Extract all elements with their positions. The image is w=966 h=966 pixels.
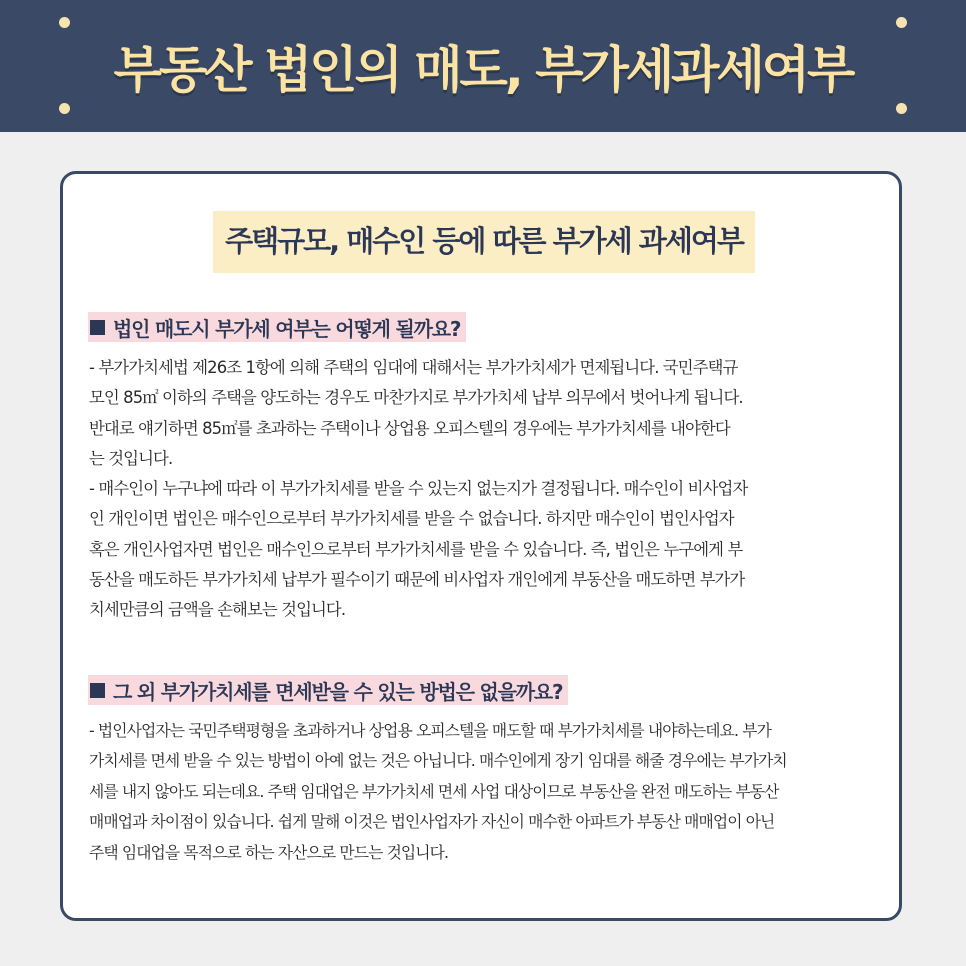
body-line: - 매수인이 누구냐에 따라 이 부가가치세를 받을 수 있는지 없는지가 결정됩니다. 매수인이 비사업자 xyxy=(89,479,748,499)
content-card xyxy=(60,171,902,921)
header-banner xyxy=(0,0,966,132)
body-line: 혹은 개인사업자면 법인은 매수인으로부터 부가가치세를 받을 수 있습니다. 즉, 법인은 누구에게 부 xyxy=(89,539,743,559)
section-body-1 xyxy=(89,353,884,626)
square-bullet-icon xyxy=(90,683,105,698)
body-line: 가치세를 면세 받을 수 있는 방법이 아예 없는 것은 아닙니다. 매수인에게 장기 임대를 해줄 경우에는 부가가치 xyxy=(89,751,787,771)
section-question: 법인 매도시 부가세 여부는 어떻게 될까요? xyxy=(113,316,461,341)
body-line: - 법인사업자는 국민주택평형을 초과하거나 상업용 오피스텔을 매도할 때 부가가치세를 내야하는데요. 부가 xyxy=(89,721,771,740)
body-line: 치세만큼의 금액을 손해보는 것입니다. xyxy=(89,600,346,620)
subtitle-wrap xyxy=(63,211,905,273)
body-line: 동산을 매도하든 부가가치세 납부가 필수이기 때문에 비사업자 개인에게 부동산을 매도하면 부가가 xyxy=(89,570,745,590)
square-bullet-icon xyxy=(90,320,105,335)
body-line: 주택 임대업을 목적으로 하는 자산으로 만드는 것입니다. xyxy=(89,842,449,862)
body-line: 세를 내지 않아도 되는데요. 주택 임대업은 부가가치세 면세 사업 대상이므로 부동산을 완전 매도하는 부동산 xyxy=(89,781,779,801)
body-line: 인 개인이면 법인은 매수인으로부터 부가가치세를 받을 수 없습니다. 하지만 매수인이 법인사업자 xyxy=(89,509,734,529)
body-line: 반대로 얘기하면 85㎡를 초과하는 주택이나 상업용 오피스텔의 경우에는 부가가치세를 내야한다 xyxy=(89,418,730,438)
section-question: 그 외 부가가치세를 면세받을 수 있는 방법은 없을까요? xyxy=(113,679,563,704)
body-line: 는 것입니다. xyxy=(89,448,173,468)
body-line: 매매업과 차이점이 있습니다. 쉽게 말해 이것은 법인사업자가 자신이 매수한 아파트가 부동산 매매업이 아닌 xyxy=(89,812,775,832)
page-title: 부동산 법인의 매도, 부가세과세여부 xyxy=(113,41,853,99)
section-heading-1 xyxy=(88,312,466,342)
section-heading-2 xyxy=(88,675,568,705)
section-body-2 xyxy=(89,716,884,868)
body-line: 모인 85㎡ 이하의 주택을 양도하는 경우도 마찬가지로 부가가치세 납부 의무에서 벗어나게 됩니다. xyxy=(89,388,743,408)
body-line: - 부가가치세법 제26조 1항에 의해 주택의 임대에 대해서는 부가가치세가 면제됩니다. 국민주택규 xyxy=(89,358,738,377)
card-subtitle: 주택규모, 매수인 등에 따른 부가세 과세여부 xyxy=(213,211,755,273)
